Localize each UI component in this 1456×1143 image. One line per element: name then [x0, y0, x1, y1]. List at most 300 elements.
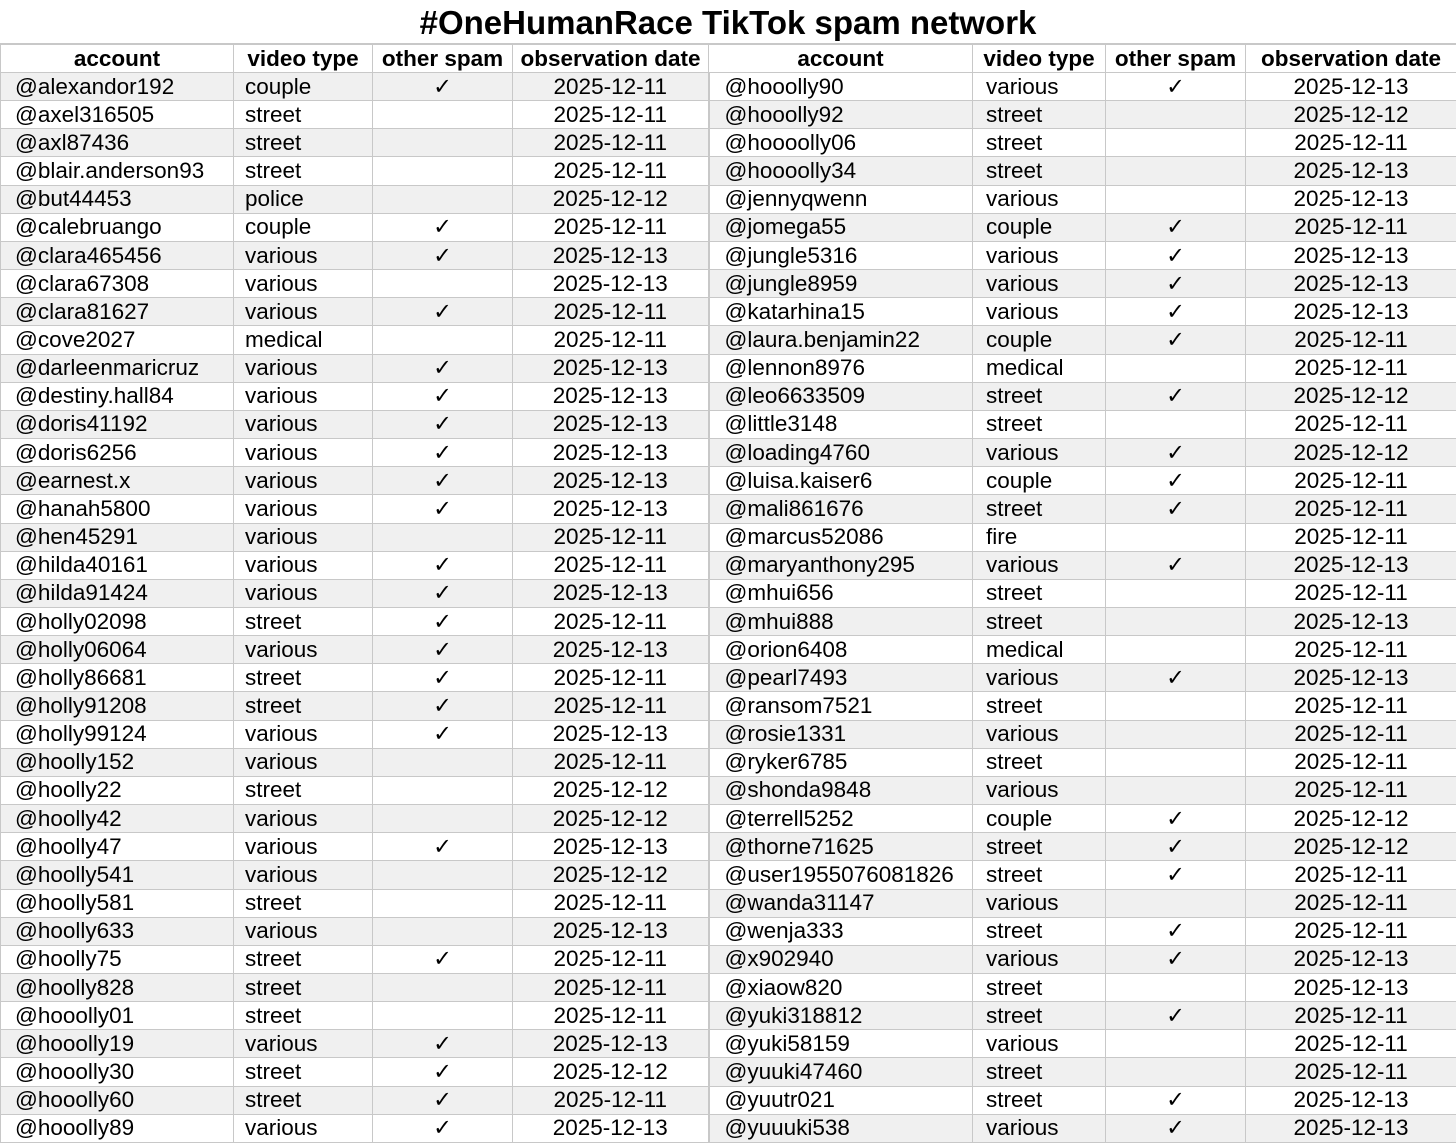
other-spam-cell: ✓ — [373, 439, 513, 467]
video-type-cell: street — [973, 861, 1106, 889]
video-type-cell: various — [973, 298, 1106, 326]
other-spam-cell: ✓ — [373, 945, 513, 973]
table-row — [1, 1114, 1456, 1142]
account-cell: @hilda91424 — [1, 579, 234, 607]
video-type-cell: street — [973, 410, 1106, 438]
observation-date-cell: 2025-12-11 — [513, 157, 709, 185]
video-type-cell: various — [234, 1030, 373, 1058]
other-spam-cell: ✓ — [1106, 551, 1246, 579]
other-spam-cell — [373, 805, 513, 833]
other-spam-cell — [1106, 410, 1246, 438]
account-cell: @shonda9848 — [709, 776, 973, 804]
other-spam-cell: ✓ — [373, 833, 513, 861]
observation-date-cell: 2025-12-11 — [513, 1002, 709, 1030]
observation-date-cell: 2025-12-11 — [1246, 1030, 1456, 1058]
observation-date-cell: 2025-12-11 — [1246, 354, 1456, 382]
header-account: account — [709, 45, 973, 73]
observation-date-cell: 2025-12-11 — [1246, 917, 1456, 945]
other-spam-cell: ✓ — [1106, 73, 1246, 101]
account-cell: @leo6633509 — [709, 382, 973, 410]
observation-date-cell: 2025-12-11 — [513, 129, 709, 157]
other-spam-cell: ✓ — [373, 495, 513, 523]
account-cell: @ryker6785 — [709, 748, 973, 776]
table-row — [1, 213, 1456, 241]
account-cell: @user1955076081826 — [709, 861, 973, 889]
observation-date-cell: 2025-12-11 — [1246, 861, 1456, 889]
table-row — [1, 607, 1456, 635]
other-spam-cell: ✓ — [373, 382, 513, 410]
observation-date-cell: 2025-12-11 — [513, 692, 709, 720]
video-type-cell: street — [234, 664, 373, 692]
other-spam-cell — [1106, 523, 1246, 551]
observation-date-cell: 2025-12-13 — [513, 720, 709, 748]
observation-date-cell: 2025-12-13 — [1246, 551, 1456, 579]
video-type-cell: various — [234, 382, 373, 410]
observation-date-cell: 2025-12-13 — [1246, 298, 1456, 326]
video-type-cell: various — [973, 241, 1106, 269]
observation-date-cell: 2025-12-11 — [1246, 410, 1456, 438]
other-spam-cell — [373, 748, 513, 776]
observation-date-cell: 2025-12-13 — [1246, 73, 1456, 101]
account-cell: @hooolly01 — [1, 1002, 234, 1030]
observation-date-cell: 2025-12-12 — [1246, 805, 1456, 833]
other-spam-cell: ✓ — [1106, 861, 1246, 889]
account-cell: @hooolly60 — [1, 1086, 234, 1114]
video-type-cell: street — [234, 945, 373, 973]
video-type-cell: various — [234, 1114, 373, 1142]
table-row — [1, 523, 1456, 551]
observation-date-cell: 2025-12-12 — [513, 185, 709, 213]
video-type-cell: various — [234, 495, 373, 523]
video-type-cell: various — [234, 439, 373, 467]
account-cell: @yuutr021 — [709, 1086, 973, 1114]
observation-date-cell: 2025-12-11 — [513, 889, 709, 917]
observation-date-cell: 2025-12-11 — [1246, 692, 1456, 720]
video-type-cell: street — [234, 157, 373, 185]
observation-date-cell: 2025-12-13 — [513, 636, 709, 664]
observation-date-cell: 2025-12-11 — [513, 551, 709, 579]
other-spam-cell — [373, 326, 513, 354]
other-spam-cell — [373, 523, 513, 551]
account-cell: @yuuki47460 — [709, 1058, 973, 1086]
account-cell: @wanda31147 — [709, 889, 973, 917]
account-cell: @yuki58159 — [709, 1030, 973, 1058]
observation-date-cell: 2025-12-12 — [513, 1058, 709, 1086]
video-type-cell: various — [234, 523, 373, 551]
account-cell: @x902940 — [709, 945, 973, 973]
video-type-cell: street — [973, 101, 1106, 129]
other-spam-cell — [1106, 607, 1246, 635]
account-cell: @hanah5800 — [1, 495, 234, 523]
table-row — [1, 551, 1456, 579]
video-type-cell: medical — [973, 636, 1106, 664]
account-cell: @hoolly828 — [1, 974, 234, 1002]
other-spam-cell: ✓ — [1106, 495, 1246, 523]
other-spam-cell — [373, 157, 513, 185]
other-spam-cell — [1106, 101, 1246, 129]
video-type-cell: medical — [234, 326, 373, 354]
other-spam-cell: ✓ — [373, 410, 513, 438]
video-type-cell: various — [973, 945, 1106, 973]
video-type-cell: couple — [234, 213, 373, 241]
other-spam-cell — [373, 270, 513, 298]
observation-date-cell: 2025-12-11 — [1246, 495, 1456, 523]
account-cell: @yuuuki538 — [709, 1114, 973, 1142]
table-row — [1, 805, 1456, 833]
video-type-cell: various — [973, 889, 1106, 917]
other-spam-cell: ✓ — [1106, 270, 1246, 298]
video-type-cell: street — [973, 1002, 1106, 1030]
video-type-cell: street — [234, 607, 373, 635]
account-cell: @holly02098 — [1, 607, 234, 635]
observation-date-cell: 2025-12-12 — [1246, 101, 1456, 129]
other-spam-cell: ✓ — [373, 241, 513, 269]
observation-date-cell: 2025-12-11 — [1246, 1002, 1456, 1030]
table-row — [1, 945, 1456, 973]
header-account: account — [1, 45, 234, 73]
other-spam-cell: ✓ — [373, 1058, 513, 1086]
account-cell: @wenja333 — [709, 917, 973, 945]
video-type-cell: street — [973, 748, 1106, 776]
observation-date-cell: 2025-12-13 — [513, 439, 709, 467]
other-spam-cell — [373, 917, 513, 945]
observation-date-cell: 2025-12-11 — [513, 326, 709, 354]
account-cell: @blair.anderson93 — [1, 157, 234, 185]
observation-date-cell: 2025-12-13 — [513, 410, 709, 438]
account-cell: @pearl7493 — [709, 664, 973, 692]
account-cell: @hoolly152 — [1, 748, 234, 776]
video-type-cell: street — [973, 382, 1106, 410]
video-type-cell: various — [234, 579, 373, 607]
other-spam-cell: ✓ — [1106, 467, 1246, 495]
other-spam-cell: ✓ — [1106, 439, 1246, 467]
header-observation-date: observation date — [513, 45, 709, 73]
account-cell: @clara81627 — [1, 298, 234, 326]
observation-date-cell: 2025-12-11 — [1246, 1058, 1456, 1086]
account-cell: @hoooolly34 — [709, 157, 973, 185]
other-spam-cell — [373, 974, 513, 1002]
video-type-cell: various — [973, 551, 1106, 579]
other-spam-cell — [1106, 1058, 1246, 1086]
account-cell: @mali861676 — [709, 495, 973, 523]
video-type-cell: medical — [973, 354, 1106, 382]
observation-date-cell: 2025-12-12 — [1246, 382, 1456, 410]
observation-date-cell: 2025-12-11 — [1246, 720, 1456, 748]
table-row — [1, 720, 1456, 748]
other-spam-cell — [1106, 129, 1246, 157]
other-spam-cell — [1106, 185, 1246, 213]
video-type-cell: police — [234, 185, 373, 213]
observation-date-cell: 2025-12-11 — [1246, 889, 1456, 917]
other-spam-cell: ✓ — [373, 664, 513, 692]
table-row — [1, 410, 1456, 438]
video-type-cell: various — [234, 720, 373, 748]
other-spam-cell: ✓ — [1106, 213, 1246, 241]
observation-date-cell: 2025-12-13 — [1246, 607, 1456, 635]
video-type-cell: various — [234, 833, 373, 861]
observation-date-cell: 2025-12-13 — [1246, 664, 1456, 692]
observation-date-cell: 2025-12-11 — [1246, 213, 1456, 241]
video-type-cell: couple — [973, 326, 1106, 354]
video-type-cell: street — [973, 974, 1106, 1002]
account-cell: @holly86681 — [1, 664, 234, 692]
account-cell: @mhui888 — [709, 607, 973, 635]
video-type-cell: street — [234, 974, 373, 1002]
account-cell: @destiny.hall84 — [1, 382, 234, 410]
account-cell: @maryanthony295 — [709, 551, 973, 579]
account-cell: @hooolly92 — [709, 101, 973, 129]
table-row — [1, 298, 1456, 326]
observation-date-cell: 2025-12-11 — [513, 607, 709, 635]
account-cell: @holly91208 — [1, 692, 234, 720]
video-type-cell: various — [973, 439, 1106, 467]
observation-date-cell: 2025-12-11 — [513, 298, 709, 326]
other-spam-cell: ✓ — [1106, 382, 1246, 410]
other-spam-cell: ✓ — [1106, 1114, 1246, 1142]
header-other-spam: other spam — [1106, 45, 1246, 73]
observation-date-cell: 2025-12-11 — [1246, 326, 1456, 354]
video-type-cell: street — [234, 1058, 373, 1086]
video-type-cell: various — [234, 270, 373, 298]
table-row — [1, 861, 1456, 889]
observation-date-cell: 2025-12-11 — [1246, 636, 1456, 664]
account-cell: @hoolly47 — [1, 833, 234, 861]
observation-date-cell: 2025-12-13 — [1246, 157, 1456, 185]
video-type-cell: fire — [973, 523, 1106, 551]
account-cell: @little3148 — [709, 410, 973, 438]
other-spam-cell: ✓ — [373, 607, 513, 635]
video-type-cell: street — [973, 495, 1106, 523]
account-cell: @lennon8976 — [709, 354, 973, 382]
video-type-cell: street — [973, 833, 1106, 861]
video-type-cell: street — [973, 1086, 1106, 1114]
account-cell: @cove2027 — [1, 326, 234, 354]
account-cell: @holly06064 — [1, 636, 234, 664]
video-type-cell: various — [973, 185, 1106, 213]
other-spam-cell — [373, 185, 513, 213]
observation-date-cell: 2025-12-13 — [513, 270, 709, 298]
account-cell: @jomega55 — [709, 213, 973, 241]
observation-date-cell: 2025-12-13 — [1246, 241, 1456, 269]
table-row — [1, 101, 1456, 129]
video-type-cell: couple — [973, 805, 1106, 833]
observation-date-cell: 2025-12-12 — [1246, 833, 1456, 861]
observation-date-cell: 2025-12-11 — [513, 664, 709, 692]
other-spam-cell — [373, 129, 513, 157]
video-type-cell: various — [973, 664, 1106, 692]
header-row — [1, 45, 1456, 73]
video-type-cell: street — [234, 1086, 373, 1114]
other-spam-cell — [373, 776, 513, 804]
other-spam-cell: ✓ — [373, 579, 513, 607]
account-cell: @doris6256 — [1, 439, 234, 467]
video-type-cell: various — [973, 270, 1106, 298]
table-row — [1, 439, 1456, 467]
account-cell: @ransom7521 — [709, 692, 973, 720]
other-spam-cell — [1106, 974, 1246, 1002]
other-spam-cell: ✓ — [373, 1086, 513, 1114]
other-spam-cell: ✓ — [1106, 945, 1246, 973]
observation-date-cell: 2025-12-13 — [1246, 945, 1456, 973]
other-spam-cell: ✓ — [373, 551, 513, 579]
observation-date-cell: 2025-12-11 — [513, 101, 709, 129]
observation-date-cell: 2025-12-12 — [513, 861, 709, 889]
table-row — [1, 636, 1456, 664]
account-cell: @hilda40161 — [1, 551, 234, 579]
account-cell: @hooolly19 — [1, 1030, 234, 1058]
observation-date-cell: 2025-12-11 — [513, 73, 709, 101]
table-row — [1, 382, 1456, 410]
table-row — [1, 889, 1456, 917]
other-spam-cell — [1106, 692, 1246, 720]
observation-date-cell: 2025-12-13 — [1246, 185, 1456, 213]
account-cell: @jungle5316 — [709, 241, 973, 269]
table-row — [1, 917, 1456, 945]
account-cell: @loading4760 — [709, 439, 973, 467]
video-type-cell: street — [234, 129, 373, 157]
video-type-cell: various — [234, 917, 373, 945]
page-title: #OneHumanRace TikTok spam network — [0, 0, 1456, 44]
table-row — [1, 270, 1456, 298]
other-spam-cell: ✓ — [1106, 1002, 1246, 1030]
account-cell: @hooolly89 — [1, 1114, 234, 1142]
observation-date-cell: 2025-12-11 — [1246, 467, 1456, 495]
other-spam-cell — [1106, 354, 1246, 382]
video-type-cell: street — [234, 889, 373, 917]
video-type-cell: street — [973, 1058, 1106, 1086]
table-row — [1, 495, 1456, 523]
other-spam-cell: ✓ — [373, 73, 513, 101]
other-spam-cell: ✓ — [1106, 664, 1246, 692]
video-type-cell: street — [973, 607, 1106, 635]
header-observation-date: observation date — [1246, 45, 1456, 73]
observation-date-cell: 2025-12-13 — [1246, 974, 1456, 1002]
video-type-cell: street — [973, 129, 1106, 157]
video-type-cell: various — [234, 805, 373, 833]
table-row — [1, 692, 1456, 720]
observation-date-cell: 2025-12-13 — [513, 354, 709, 382]
table-row — [1, 579, 1456, 607]
account-cell: @laura.benjamin22 — [709, 326, 973, 354]
observation-date-cell: 2025-12-13 — [513, 382, 709, 410]
observation-date-cell: 2025-12-11 — [513, 1086, 709, 1114]
other-spam-cell — [373, 101, 513, 129]
account-cell: @jungle8959 — [709, 270, 973, 298]
account-cell: @calebruango — [1, 213, 234, 241]
other-spam-cell: ✓ — [373, 636, 513, 664]
observation-date-cell: 2025-12-13 — [513, 833, 709, 861]
other-spam-cell: ✓ — [1106, 326, 1246, 354]
video-type-cell: various — [234, 241, 373, 269]
account-cell: @hooolly30 — [1, 1058, 234, 1086]
account-cell: @hoolly633 — [1, 917, 234, 945]
account-cell: @axel316505 — [1, 101, 234, 129]
other-spam-cell: ✓ — [373, 467, 513, 495]
observation-date-cell: 2025-12-11 — [513, 523, 709, 551]
observation-date-cell: 2025-12-11 — [1246, 129, 1456, 157]
other-spam-cell — [1106, 776, 1246, 804]
other-spam-cell: ✓ — [1106, 805, 1246, 833]
account-cell: @hoolly42 — [1, 805, 234, 833]
other-spam-cell — [1106, 720, 1246, 748]
video-type-cell: street — [973, 157, 1106, 185]
table-row — [1, 664, 1456, 692]
other-spam-cell: ✓ — [373, 1030, 513, 1058]
table-row — [1, 185, 1456, 213]
account-cell: @alexandor192 — [1, 73, 234, 101]
other-spam-cell — [1106, 748, 1246, 776]
account-cell: @holly99124 — [1, 720, 234, 748]
other-spam-cell — [1106, 889, 1246, 917]
other-spam-cell: ✓ — [373, 298, 513, 326]
table-row — [1, 129, 1456, 157]
account-cell: @hoolly581 — [1, 889, 234, 917]
video-type-cell: various — [973, 1030, 1106, 1058]
table-row — [1, 748, 1456, 776]
observation-date-cell: 2025-12-11 — [513, 945, 709, 973]
other-spam-cell — [1106, 1030, 1246, 1058]
table-row — [1, 73, 1456, 101]
video-type-cell: street — [234, 776, 373, 804]
video-type-cell: couple — [234, 73, 373, 101]
observation-date-cell: 2025-12-13 — [1246, 1114, 1456, 1142]
observation-date-cell: 2025-12-13 — [513, 241, 709, 269]
account-cell: @doris41192 — [1, 410, 234, 438]
table-row — [1, 467, 1456, 495]
header-video-type: video type — [234, 45, 373, 73]
other-spam-cell: ✓ — [1106, 917, 1246, 945]
table-row — [1, 354, 1456, 382]
observation-date-cell: 2025-12-13 — [513, 917, 709, 945]
account-cell: @katarhina15 — [709, 298, 973, 326]
video-type-cell: street — [234, 101, 373, 129]
table-row — [1, 1030, 1456, 1058]
account-cell: @hen45291 — [1, 523, 234, 551]
observation-date-cell: 2025-12-11 — [1246, 776, 1456, 804]
other-spam-cell — [373, 1002, 513, 1030]
observation-date-cell: 2025-12-13 — [1246, 1086, 1456, 1114]
video-type-cell: various — [234, 748, 373, 776]
account-cell: @hoolly22 — [1, 776, 234, 804]
video-type-cell: street — [973, 692, 1106, 720]
observation-date-cell: 2025-12-13 — [513, 1030, 709, 1058]
video-type-cell: various — [234, 551, 373, 579]
video-type-cell: couple — [973, 213, 1106, 241]
video-type-cell: street — [973, 917, 1106, 945]
account-cell: @but44453 — [1, 185, 234, 213]
table-row — [1, 776, 1456, 804]
other-spam-cell: ✓ — [373, 720, 513, 748]
video-type-cell: various — [973, 776, 1106, 804]
account-cell: @rosie1331 — [709, 720, 973, 748]
observation-date-cell: 2025-12-13 — [513, 495, 709, 523]
observation-date-cell: 2025-12-11 — [1246, 748, 1456, 776]
table-row — [1, 1058, 1456, 1086]
table-row — [1, 241, 1456, 269]
account-cell: @clara465456 — [1, 241, 234, 269]
account-cell: @yuki318812 — [709, 1002, 973, 1030]
other-spam-cell — [1106, 157, 1246, 185]
observation-date-cell: 2025-12-13 — [513, 467, 709, 495]
other-spam-cell — [373, 889, 513, 917]
account-cell: @terrell5252 — [709, 805, 973, 833]
account-cell: @hooolly90 — [709, 73, 973, 101]
observation-date-cell: 2025-12-13 — [513, 1114, 709, 1142]
other-spam-cell: ✓ — [373, 1114, 513, 1142]
account-cell: @hoooolly06 — [709, 129, 973, 157]
observation-date-cell: 2025-12-11 — [1246, 579, 1456, 607]
observation-date-cell: 2025-12-11 — [1246, 523, 1456, 551]
